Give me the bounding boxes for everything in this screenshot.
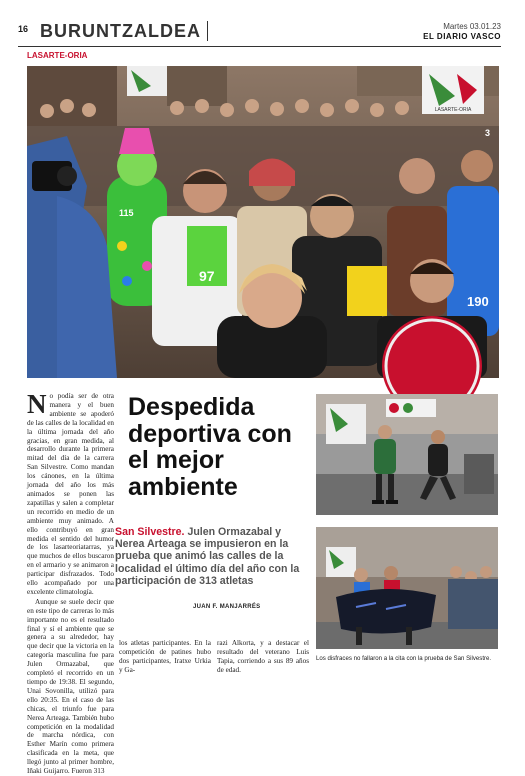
bib-number: 3 [485,128,491,138]
hero-banner-text: LASARTE-ORIA [434,107,472,113]
bib-number: 190 [467,294,489,309]
body-column-continuation: los atletas participantes. En la competición de patines hubo dos participantes, Iratxe Urkia y Ga- [119,639,211,674]
hero-photo [27,66,499,378]
skaters-photo-illustration [316,394,498,515]
drop-cap: N [27,389,47,419]
costumes-photo-illustration [316,527,498,649]
body-paragraph: Aunque se suele decir que en este tipo de carreras lo más importante no es el resultado final y sí el ambiente que se genera a su alrededor, hay que decir que la victoria en la categoría masculina fue para Julen Ormazabal, que completó el recorrido en un tiempo de 19:38. El segundo, Unai Sovonilla, utilizó para ello 20:35. En el caso de las chicas, el triunfo fue para Nerea Arteaga. También hubo competición en la modalidad de marcha nórdica, con Esther Marín como primera clasificada en la meta, que llegó junto al primer hombre, Iñaki Guijarro. Fueron 313 [27,597,114,776]
section-title: BURUNTZALDEA [40,21,208,41]
issue-date: Martes 03.01.23 [443,22,501,31]
header-rule [18,46,501,47]
hero-photo-illustration [27,66,499,378]
skaters-photo [316,394,498,515]
article-headline: Despedida deportiva con el mejor ambiente [128,393,292,501]
article-body-column [27,389,115,776]
photo-caption: Los disfraces no fallaron a la cita con la prueba de San Silvestre. [316,655,492,662]
body-column-continuation: razi Alkorta, y a destacar el resultado del veterano Luis Tapia, corriendo a sus 89 años de edad. [217,639,309,674]
costumes-photo [316,527,498,649]
bib-number: 115 [119,208,134,218]
page-header [0,0,525,58]
lede-text: Julen Ormazabal y Nerea Arteaga se impusieron en la prueba que animó las calles de la localidad el último día del año con la participación de 313 atletas [115,526,300,587]
article-lede [115,526,310,587]
locality-label: LASARTE-ORIA [27,51,88,60]
newspaper-name: EL DIARIO VASCO [423,32,501,41]
bib-number: 97 [199,268,215,284]
body-paragraph: o podía ser de otra manera y el buen ambiente se apoderó de las calles de la localidad en la última jornada del año gracias, en gran medida, al desarrollo durante la primera mitad del día de la carrera San Silvestre. Como mandan los cánones, en la última jornada del año los más animados se ponen las zapatillas y salen a completar un recorrido en medio de un ambiente muy animado. A ello contribuyó en gran medida el sentido del humor de los lasarteoriatarras, ya que muchos de ellos buscaron en el armario y se animaron a participar disfrazados. Todo ello acompañado por una excelente climatología. [27,392,115,596]
byline: JUAN F. MANJARRÉS [193,604,261,610]
page-number: 16 [18,24,29,34]
lede-kicker: San Silvestre. [115,526,185,538]
